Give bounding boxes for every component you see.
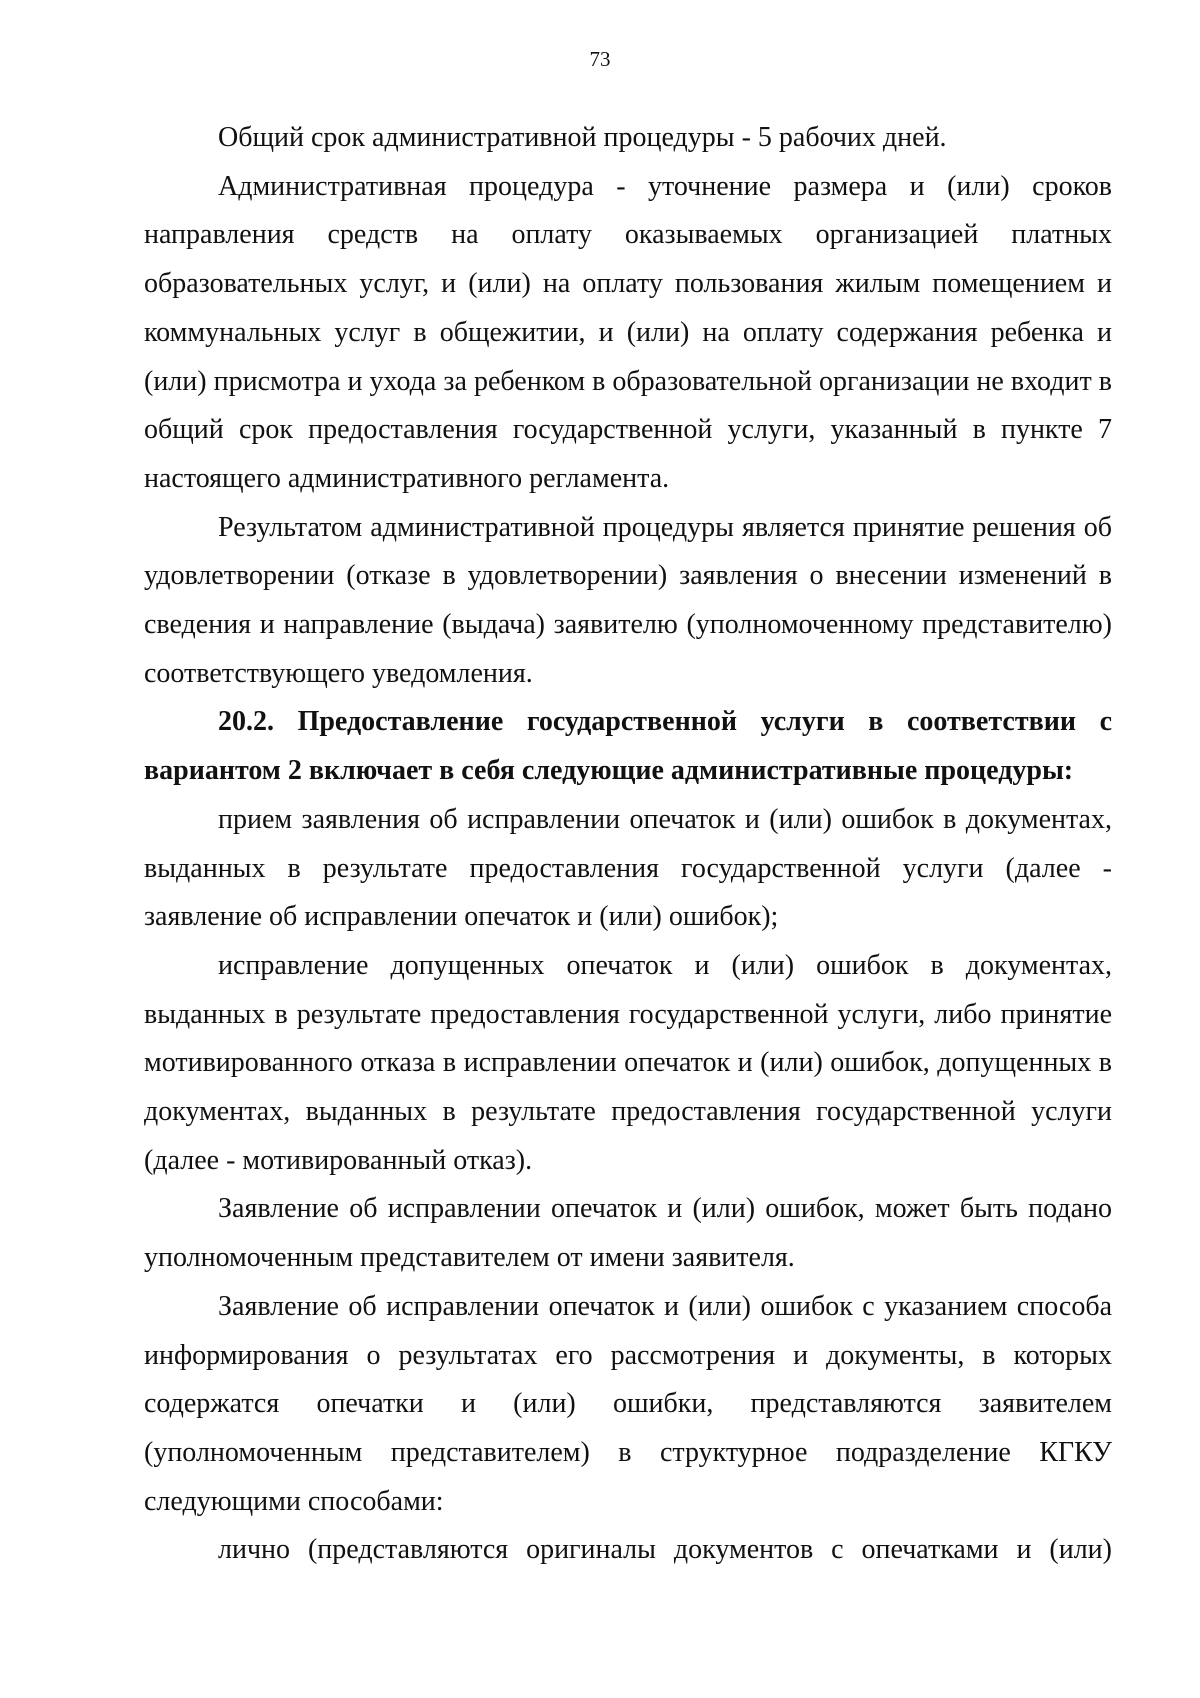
paragraph-error-correction: исправление допущенных опечаток и (или) ошибок в документах, выданных в результате предоставления государственной услуги, либо принятие мотивированного отказа в исправлении опечаток и (или) ошибок, допущенных в документах, выданных в результате предоставления государственной услуги (далее - мотивированный отказ). [144,949,1112,1176]
document-body [144,114,1112,1575]
section-heading-20-2: 20.2. Предоставление государственной услуги в соответствии с вариантом 2 включает в себя следующие административные процедуры: [144,706,1112,787]
paragraph-representative-filing: Заявление об исправлении опечаток и (или) ошибок, может быть подано уполномоченным представителем от имени заявителя. [144,1193,1112,1274]
paragraph-clarification-procedure: Административная процедура - уточнение размера и (или) сроков направления средств на оплату оказываемых организацией платных образовательных услуг, и (или) на оплату пользования жилым помещением и коммунальных услуг в общежитии, и (или) на оплату содержания ребенка и (или) присмотра и ухода за ребенком в образовательной организации не входит в общий срок предоставления государственной услуги, указанный в пункте 7 настоящего административного регламента. [144,170,1112,494]
paragraph-submission-methods: Заявление об исправлении опечаток и (или) ошибок с указанием способа информирования о результатах его рассмотрения и документы, в которых содержатся опечатки и (или) ошибки, представляются заявителем (уполномоченным представителем) в структурное подразделение КГКУ следующими способами: [144,1290,1112,1517]
paragraph-application-intake: прием заявления об исправлении опечаток и (или) ошибок в документах, выданных в результате предоставления государственной услуги (далее - заявление об исправлении опечаток и (или) ошибок); [144,803,1112,933]
page-number: 73 [589,47,611,71]
paragraph-procedure-result: Результатом административной процедуры является принятие решения об удовлетворении (отказе в удовлетворении) заявления о внесении изменений в сведения и направление (выдача) заявителю (уполномоченному представителю) соответствующего уведомления. [144,511,1112,689]
paragraph-in-person-submission: лично (представляются оригиналы документов с опечатками и (или) [218,1534,1112,1566]
paragraph-procedure-term: Общий срок административной процедуры - 5 рабочих дней. [218,122,947,153]
